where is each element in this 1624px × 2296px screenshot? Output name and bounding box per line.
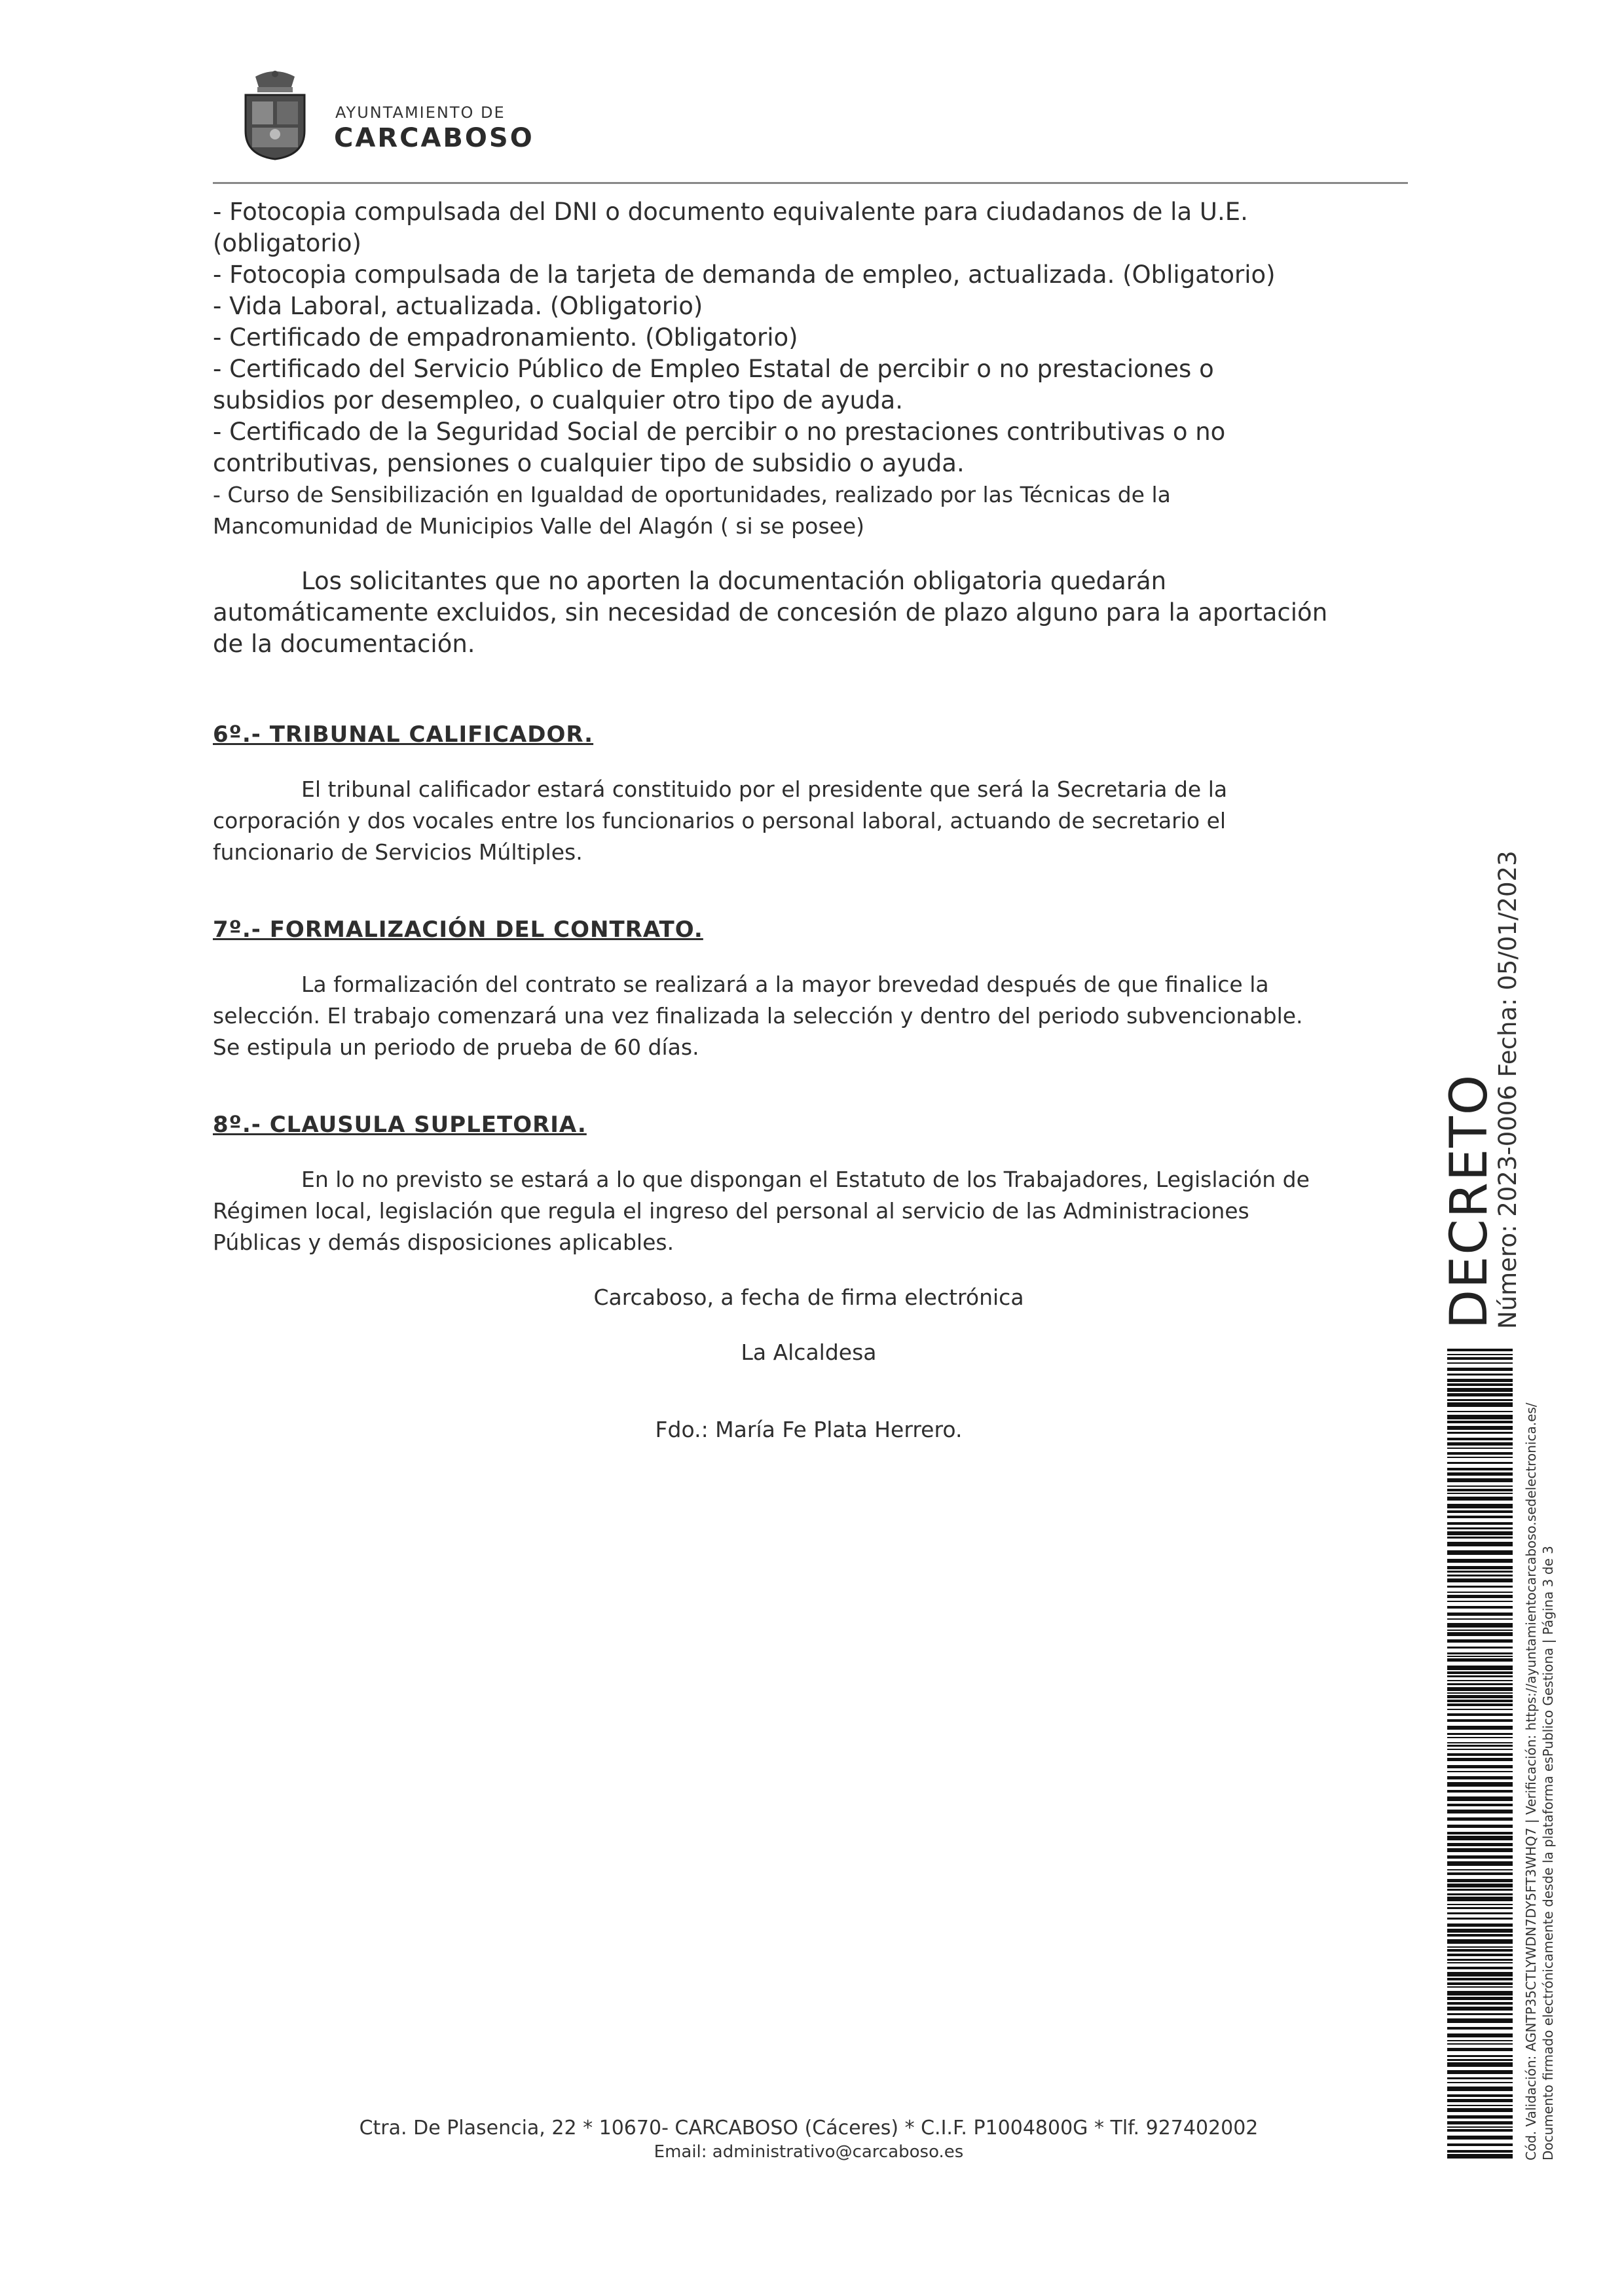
section-7-title: 7º.- FORMALIZACIÓN DEL CONTRATO. bbox=[213, 917, 703, 943]
footer-address: Ctra. De Plasencia, 22 * 10670- CARCABOSO (Cáceres) * C.I.F. P1004800G * Tlf. 927402002 bbox=[359, 2117, 1259, 2140]
section-6-text: funcionario de Servicios Múltiples. bbox=[213, 839, 583, 865]
decree-number-date: Número: 2023-0006 Fecha: 05/01/2023 bbox=[1494, 850, 1522, 1329]
exclusion-paragraph: de la documentación. bbox=[213, 630, 475, 658]
section-8-text: En lo no previsto se estará a lo que dispongan el Estatuto de los Trabajadores, Legislación de bbox=[301, 1167, 1310, 1192]
org-name: CARCABOSO bbox=[334, 123, 534, 153]
list-item-curso-cont: Mancomunidad de Municipios Valle del Alagón ( si se posee) bbox=[213, 513, 864, 539]
exclusion-paragraph: Los solicitantes que no aporten la documentación obligatoria quedarán bbox=[301, 567, 1167, 595]
list-item: - Fotocopia compulsada del DNI o documento equivalente para ciudadanos de la U.E. bbox=[213, 198, 1248, 226]
signer-name: Fdo.: María Fe Plata Herrero. bbox=[655, 1417, 963, 1442]
section-6-title: 6º.- TRIBUNAL CALIFICADOR. bbox=[213, 721, 594, 748]
section-7-text: La formalización del contrato se realizará a la mayor brevedad después de que finalice la bbox=[301, 972, 1269, 997]
list-item: - Certificado del Servicio Público de Empleo Estatal de percibir o no prestaciones o bbox=[213, 355, 1214, 383]
section-7-text: selección. El trabajo comenzará una vez finalizada la selección y dentro del periodo subvencionable. bbox=[213, 1003, 1303, 1029]
document-body bbox=[213, 196, 1405, 1446]
decree-title: DECRETO bbox=[1440, 1073, 1499, 1329]
list-item: - Vida Laboral, actualizada. (Obligatorio) bbox=[213, 292, 703, 320]
section-6-text: El tribunal calificador estará constituido por el presidente que será la Secretaria de la bbox=[301, 776, 1228, 802]
page-footer bbox=[213, 2116, 1405, 2163]
list-item: - Certificado de empadronamiento. (Obligatorio) bbox=[213, 323, 798, 352]
footer-email: Email: administrativo@carcaboso.es bbox=[654, 2142, 964, 2162]
section-7-text: Se estipula un periodo de prueba de 60 días. bbox=[213, 1034, 699, 1060]
list-item: - Fotocopia compulsada de la tarjeta de demanda de empleo, actualizada. (Obligatorio) bbox=[213, 261, 1276, 289]
list-item-curso: - Curso de Sensibilización en Igualdad de oportunidades, realizado por las Técnicas de la bbox=[213, 482, 1171, 507]
verification-text bbox=[1522, 1402, 1557, 2160]
coat-of-arms-logo bbox=[239, 69, 311, 160]
header-divider bbox=[213, 182, 1408, 184]
barcode-graphic bbox=[1447, 1349, 1513, 2160]
verification-line: Cód. Validación: AGNTP35CTLYWDN7DY5FT3WHQ7 | Verificación: https://ayuntamientocarcaboso.sedelectronica.es/ bbox=[1523, 1402, 1539, 2160]
section-6-text: corporación y dos vocales entre los funcionarios o personal laboral, actuando de secretario el bbox=[213, 808, 1227, 833]
org-prefix: AYUNTAMIENTO DE bbox=[335, 103, 506, 122]
list-item: subsidios por desempleo, o cualquier otro tipo de ayuda. bbox=[213, 386, 903, 414]
list-item: - Certificado de la Seguridad Social de percibir o no prestaciones contributivas o no bbox=[213, 418, 1226, 446]
section-8-title: 8º.- CLAUSULA SUPLETORIA. bbox=[213, 1112, 587, 1138]
list-item: contributivas, pensiones o cualquier tipo de subsidio o ayuda. bbox=[213, 449, 965, 477]
verification-line: Documento firmado electrónicamente desde la plataforma esPublico Gestiona | Página 3 de 3 bbox=[1540, 1546, 1556, 2160]
section-8-text: Públicas y demás disposiciones aplicables. bbox=[213, 1230, 674, 1255]
section-8-text: Régimen local, legislación que regula el ingreso del personal al servicio de las Administraciones bbox=[213, 1198, 1249, 1224]
exclusion-paragraph: automáticamente excluidos, sin necesidad de concesión de plazo alguno para la aportación bbox=[213, 598, 1328, 627]
signer-role: La Alcaldesa bbox=[741, 1339, 877, 1365]
place-date: Carcaboso, a fecha de firma electrónica bbox=[593, 1285, 1024, 1310]
list-item: (obligatorio) bbox=[213, 229, 361, 257]
